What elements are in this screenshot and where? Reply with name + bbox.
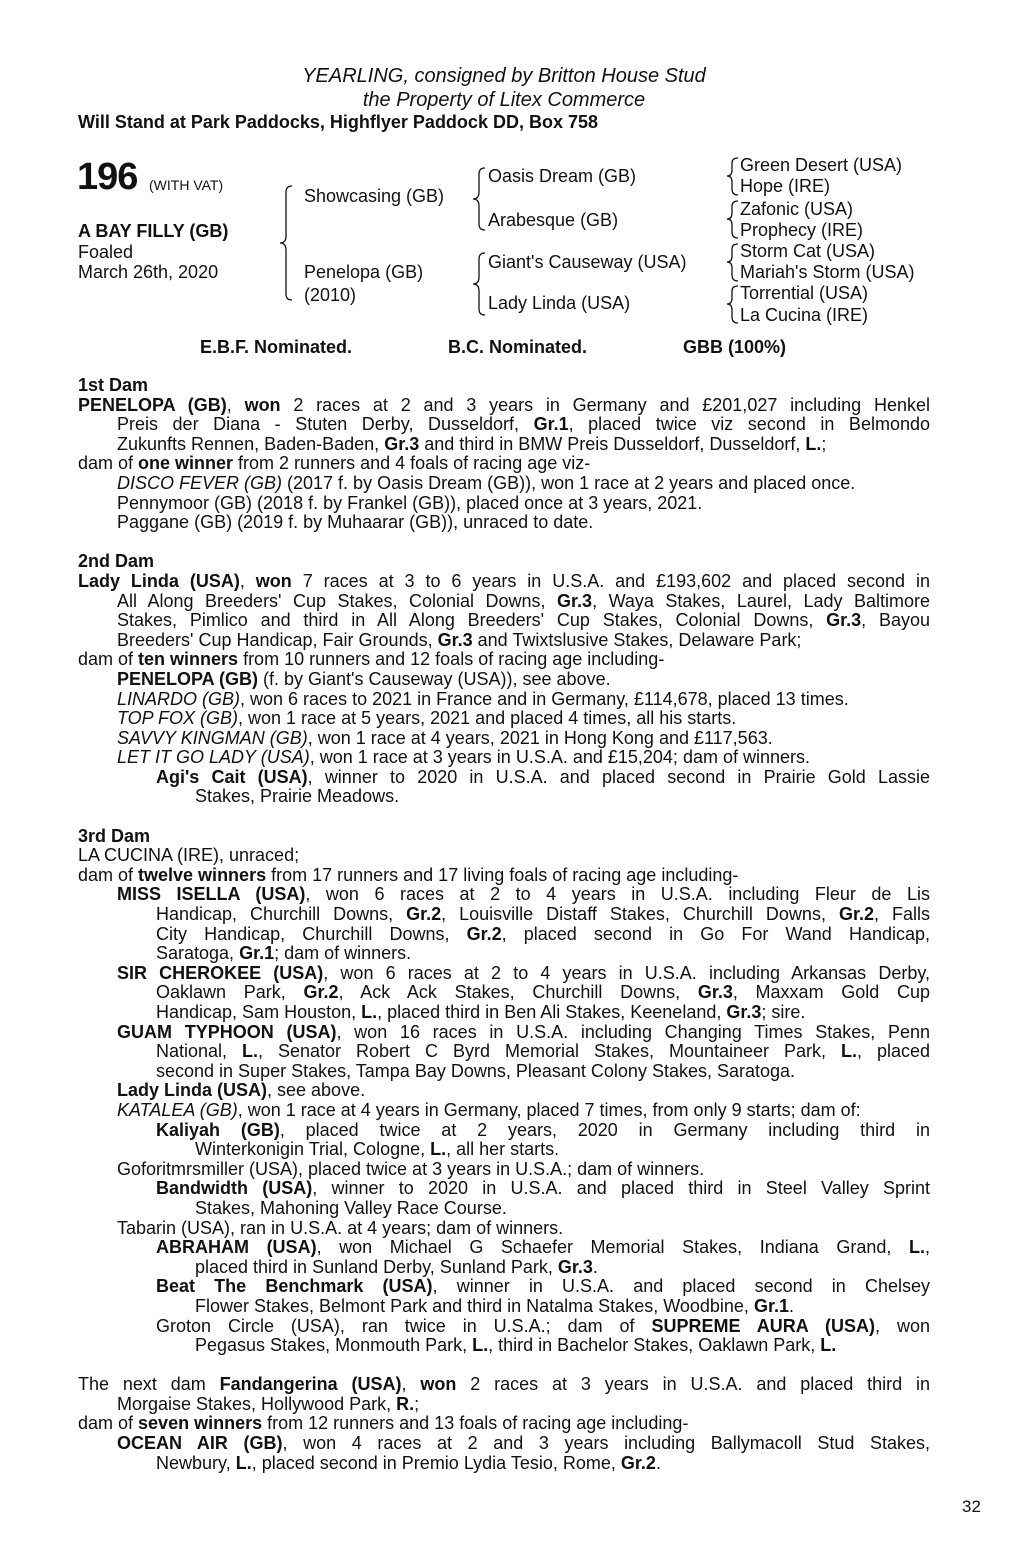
text: National, xyxy=(156,1041,243,1062)
record-line xyxy=(78,964,930,984)
gbb-status: GBB (100%) xyxy=(683,337,787,357)
italic-text: SAVVY KINGMAN (GB) xyxy=(117,727,308,748)
text: Morgaise Stakes, Hollywood Park, xyxy=(117,1393,397,1414)
great-grandparent: Hope (IRE) xyxy=(740,176,831,196)
record-line xyxy=(78,650,930,670)
bold-text: PENELOPA (GB) xyxy=(117,668,259,689)
record-line xyxy=(78,474,930,494)
dam-record xyxy=(78,376,930,1473)
record-line xyxy=(78,454,930,474)
text: from 2 runners and 4 foals of racing age viz- xyxy=(233,453,591,474)
text: Pegasus Stakes, Monmouth Park, xyxy=(195,1335,473,1356)
bold-text: Gr.2 xyxy=(303,982,339,1003)
bold-text: Gr.3 xyxy=(726,1002,762,1022)
property-line: the Property of Litex Commerce xyxy=(362,89,646,111)
text: Preis der Diana - Stuten Derby, Dusseldorf, xyxy=(117,414,534,435)
text: . xyxy=(655,1452,661,1473)
record-line xyxy=(78,1219,930,1239)
record-line xyxy=(78,709,930,729)
great-grandparent: Prophecy (IRE) xyxy=(740,220,864,240)
record-line xyxy=(78,611,930,631)
text: , winner in U.S.A. and placed second in Chelsey xyxy=(432,1276,930,1297)
bold-text: Agi's Cait (USA) xyxy=(156,766,308,787)
text: . xyxy=(592,1256,598,1277)
text: placed third in Sunland Derby, Sunland Park, xyxy=(195,1256,558,1277)
bold-text: Gr.3 xyxy=(697,982,733,1003)
text: dam of xyxy=(78,649,139,670)
bold-text: L. xyxy=(242,1041,259,1062)
bold-text: Gr.1 xyxy=(239,943,275,964)
text: , placed xyxy=(856,1041,930,1062)
foaled-label: Foaled xyxy=(78,242,134,262)
text: , placed third in Ben Ali Stakes, Keeneland, xyxy=(377,1002,727,1022)
text: , Louisville Distaff Stakes, Churchill Downs, xyxy=(441,904,839,925)
text: ; xyxy=(821,433,827,454)
spacer xyxy=(78,1356,930,1376)
text: , xyxy=(924,1237,930,1258)
text: , see above. xyxy=(267,1080,366,1101)
bold-text: L. xyxy=(820,1335,837,1356)
text: , xyxy=(226,394,245,415)
great-grandparent: Torrential (USA) xyxy=(740,283,869,303)
bold-text: Gr.3 xyxy=(557,1256,593,1277)
record-line xyxy=(78,1277,930,1297)
dam-dam: Lady Linda (USA) xyxy=(488,293,631,313)
section-heading: 1st Dam xyxy=(78,375,149,395)
text: , won xyxy=(875,1315,931,1336)
bold-text: Gr.2 xyxy=(838,904,874,925)
record-line xyxy=(78,1042,930,1062)
text: , placed second in Premio Lydia Tesio, Rome, xyxy=(251,1452,621,1473)
sire-sire: Oasis Dream (GB) xyxy=(488,166,637,186)
bold-text: Gr.2 xyxy=(406,904,442,925)
record-line xyxy=(78,1081,930,1101)
record-line xyxy=(78,983,930,1003)
bold-text: L. xyxy=(361,1002,378,1022)
text: Newbury, xyxy=(156,1452,236,1473)
text: from 10 runners and 12 foals of racing age including- xyxy=(238,649,665,670)
text: , Maxxam Gold Cup xyxy=(732,982,931,1003)
bc-nomination: B.C. Nominated. xyxy=(448,337,588,357)
text: , Bayou xyxy=(861,610,930,631)
dam-sire: Giant's Causeway (USA) xyxy=(488,252,687,272)
great-grandparent: Storm Cat (USA) xyxy=(740,241,876,261)
record-line xyxy=(78,513,930,533)
text: Zukunfts Rennen, Baden-Baden, xyxy=(117,433,385,454)
text: , won 1 race at 5 years, 2021 and placed 4 times, all his starts. xyxy=(238,708,737,729)
text: , Senator Robert C Byrd Memorial Stakes, Mountaineer Park, xyxy=(258,1041,841,1062)
page-number: 32 xyxy=(962,1497,981,1516)
record-line xyxy=(78,905,930,925)
bold-text: Gr.2 xyxy=(466,923,502,944)
dam-year: (2010) xyxy=(304,285,357,305)
great-grandparent: Mariah's Storm (USA) xyxy=(740,262,915,282)
section-heading: 2nd Dam xyxy=(78,551,155,572)
text: , won 6 races at 2 to 4 years in U.S.A. including Arkansas Derby, xyxy=(323,962,930,983)
text: , Falls xyxy=(873,904,930,925)
record-line xyxy=(78,748,930,768)
record-line xyxy=(78,1121,930,1141)
lot-title: A BAY FILLY (GB) xyxy=(78,221,229,241)
record-line xyxy=(78,1317,930,1337)
text: ; sire. xyxy=(761,1002,806,1022)
record-line xyxy=(78,572,930,592)
bold-text: twelve winners xyxy=(138,864,267,885)
record-line xyxy=(78,1336,930,1356)
text: from 17 runners and 17 living foals of racing age including- xyxy=(266,864,739,885)
bold-text: won xyxy=(244,394,281,415)
text: dam of xyxy=(78,1413,139,1434)
record-line xyxy=(78,1062,930,1082)
text: , xyxy=(401,1374,421,1395)
text: Stakes, Pimlico and third in All Along Breeders' Cup Stakes, Colonial Downs, xyxy=(117,610,827,631)
text: dam of xyxy=(78,453,139,474)
record-line xyxy=(78,592,930,612)
bold-text: L. xyxy=(235,1452,252,1473)
text: Stakes, Mahoning Valley Race Course. xyxy=(195,1197,507,1218)
text: 7 races at 3 to 6 years in U.S.A. and £193,602 and placed second in xyxy=(291,570,930,591)
bold-text: Gr.3 xyxy=(557,590,593,611)
text: , placed second in Go For Wand Handicap, xyxy=(501,923,930,944)
bold-text: Lady Linda (USA) xyxy=(78,570,240,591)
italic-text: DISCO FEVER (GB) xyxy=(117,472,283,493)
bold-text: L. xyxy=(805,433,822,454)
italic-text: KATALEA (GB) xyxy=(117,1099,238,1120)
text: , all her starts. xyxy=(446,1139,560,1160)
bold-text: Gr.3 xyxy=(826,610,862,631)
text: . xyxy=(788,1295,794,1316)
bold-text: ten winners xyxy=(138,649,239,670)
text: Oaklawn Park, xyxy=(156,982,304,1003)
bold-text: R. xyxy=(396,1393,415,1414)
text: Handicap, Sam Houston, xyxy=(156,1002,362,1022)
record-line xyxy=(78,925,930,945)
record-line xyxy=(78,1199,930,1219)
text: Handicap, Churchill Downs, xyxy=(156,904,407,925)
record-line xyxy=(78,690,930,710)
spacer xyxy=(78,533,930,553)
record-line xyxy=(78,1023,930,1043)
bold-text: OCEAN AIR (GB) xyxy=(117,1433,283,1454)
record-line xyxy=(78,768,930,788)
bold-text: SUPREME AURA (USA) xyxy=(651,1315,876,1336)
record-line xyxy=(78,787,930,807)
text: Goforitmrsmiller (USA), placed twice at 3 years in U.S.A.; dam of winners. xyxy=(117,1158,705,1179)
text: Stakes, Prairie Meadows. xyxy=(195,786,400,807)
text: , won 1 race at 4 years in Germany, placed 7 times, from only 9 starts; dam of: xyxy=(237,1099,861,1120)
text: ; xyxy=(414,1393,420,1414)
spacer xyxy=(78,807,930,827)
bold-text: Gr.3 xyxy=(437,629,473,650)
ebf-nomination: E.B.F. Nominated. xyxy=(200,337,353,357)
record-line xyxy=(78,1297,930,1317)
record-line xyxy=(78,885,930,905)
text: , winner to 2020 in U.S.A. and placed second in Prairie Gold Lassie xyxy=(307,766,930,787)
record-line xyxy=(78,1434,930,1454)
bold-text: L. xyxy=(908,1237,925,1258)
bold-text: Beat The Benchmark (USA) xyxy=(156,1276,433,1297)
text: ; dam of winners. xyxy=(274,943,412,964)
record-line xyxy=(78,1375,930,1395)
great-grandparent: Green Desert (USA) xyxy=(740,155,903,175)
text: City Handicap, Churchill Downs, xyxy=(156,923,467,944)
record-line xyxy=(78,415,930,435)
text: Paggane (GB) (2019 f. by Muhaarar (GB)), unraced to date. xyxy=(117,512,594,533)
record-line xyxy=(78,1414,930,1434)
text: Flower Stakes, Belmont Park and third in Natalma Stakes, Woodbine, xyxy=(195,1295,754,1316)
bold-text: ABRAHAM (USA) xyxy=(156,1237,317,1258)
text: , placed twice viz second in Belmondo xyxy=(568,414,930,435)
bold-text: Gr.1 xyxy=(753,1295,789,1316)
text: 2 races at 3 years in U.S.A. and placed third in xyxy=(456,1374,930,1395)
record-line xyxy=(78,1395,930,1415)
text: Pennymoor (GB) (2018 f. by Frankel (GB)), placed once at 3 years, 2021. xyxy=(117,492,703,513)
text: and third in BMW Preis Dusseldorf, Dusseldorf, xyxy=(419,433,806,454)
italic-text: TOP FOX (GB) xyxy=(117,708,239,729)
text: Saratoga, xyxy=(156,943,240,964)
text: 2 races at 2 and 3 years in Germany and £201,027 including Henkel xyxy=(280,394,930,415)
bold-text: L. xyxy=(840,1041,857,1062)
text: , won 6 races at 2 to 4 years in U.S.A. including Fleur de Lis xyxy=(305,884,930,905)
bold-text: PENELOPA (GB) xyxy=(78,394,227,415)
record-line xyxy=(78,1101,930,1121)
record-line xyxy=(78,631,930,651)
text: , won 16 races in U.S.A. including Changing Times Stakes, Penn xyxy=(336,1021,930,1042)
text: , won 1 race at 4 years, 2021 in Hong Kong and £117,563. xyxy=(307,727,773,748)
bold-text: one winner xyxy=(138,453,234,474)
text: , Ack Ack Stakes, Churchill Downs, xyxy=(338,982,698,1003)
text: (2017 f. by Oasis Dream (GB)), won 1 race at 2 years and placed once. xyxy=(282,472,856,493)
text: , winner to 2020 in U.S.A. and placed third in Steel Valley Sprint xyxy=(312,1178,930,1199)
great-grandparent: Zafonic (USA) xyxy=(740,199,854,219)
text: , won 6 races to 2021 in France and in Germany, £114,678, placed 13 times. xyxy=(240,688,849,709)
text: second in Super Stakes, Tampa Bay Downs, Pleasant Colony Stakes, Saratoga. xyxy=(156,1060,796,1081)
great-grandparent: La Cucina (IRE) xyxy=(740,305,869,325)
record-line xyxy=(78,396,930,416)
record-line xyxy=(78,866,930,886)
text: , won 1 race at 3 years in U.S.A. and £15,204; dam of winners. xyxy=(309,747,810,768)
record-line xyxy=(78,1258,930,1278)
record-line xyxy=(78,729,930,749)
bold-text: won xyxy=(255,570,292,591)
record-line xyxy=(78,1454,930,1474)
text: LA CUCINA (IRE), unraced; xyxy=(78,845,300,866)
bold-text: L. xyxy=(472,1335,489,1356)
bold-text: Bandwidth (USA) xyxy=(156,1178,313,1199)
lot-number: 196 xyxy=(77,156,138,198)
bold-text: GUAM TYPHOON (USA) xyxy=(117,1021,337,1042)
text: , Waya Stakes, Laurel, Lady Baltimore xyxy=(592,590,930,611)
record-line xyxy=(78,494,930,514)
text: All Along Breeders' Cup Stakes, Colonial Downs, xyxy=(117,590,558,611)
italic-text: LINARDO (GB) xyxy=(117,688,241,709)
text: (f. by Giant's Causeway (USA)), see above. xyxy=(258,668,611,689)
text: and Twixtslusive Stakes, Delaware Park; xyxy=(472,629,802,650)
text: , xyxy=(239,570,256,591)
bold-text: Kaliyah (GB) xyxy=(156,1119,280,1140)
text: Tabarin (USA), ran in U.S.A. at 4 years; dam of winners. xyxy=(117,1217,564,1238)
bold-text: Gr.3 xyxy=(384,433,420,454)
text: Winterkonigin Trial, Cologne, xyxy=(195,1139,431,1160)
text: , won 4 races at 2 and 3 years including Ballymacoll Stud Stakes, xyxy=(282,1433,931,1454)
record-line xyxy=(78,670,930,690)
record-line xyxy=(78,1003,930,1023)
stand-location: Will Stand at Park Paddocks, Highflyer Paddock DD, Box 758 xyxy=(78,112,598,132)
text: , third in Bachelor Stakes, Oaklawn Park, xyxy=(488,1335,821,1356)
italic-text: LET IT GO LADY (USA) xyxy=(117,747,310,768)
bold-text: won xyxy=(420,1374,457,1395)
dam: Penelopa (GB) xyxy=(304,262,424,282)
bold-text: Fandangerina (USA) xyxy=(219,1374,402,1395)
text: Groton Circle (USA), ran twice in U.S.A.; dam of xyxy=(156,1315,652,1336)
sire: Showcasing (GB) xyxy=(304,186,445,206)
record-line xyxy=(78,1238,930,1258)
foaled-date: March 26th, 2020 xyxy=(78,262,219,282)
section-heading: 3rd Dam xyxy=(78,825,151,846)
record-line xyxy=(78,944,930,964)
bold-text: MISS ISELLA (USA) xyxy=(117,884,306,905)
record-line xyxy=(78,1160,930,1180)
text: Breeders' Cup Handicap, Fair Grounds, xyxy=(117,629,438,650)
record-line xyxy=(78,435,930,455)
bold-text: SIR CHEROKEE (USA) xyxy=(117,962,324,983)
bold-text: Gr.2 xyxy=(620,1452,656,1473)
bold-text: L. xyxy=(430,1139,447,1160)
bold-text: Gr.1 xyxy=(533,414,569,435)
record-line xyxy=(78,1140,930,1160)
text: , placed twice at 2 years, 2020 in Germany including third in xyxy=(279,1119,930,1140)
bold-text: Lady Linda (USA) xyxy=(117,1080,268,1101)
vat-note: (WITH VAT) xyxy=(149,177,224,193)
sire-dam: Arabesque (GB) xyxy=(488,210,619,230)
text: dam of xyxy=(78,864,139,885)
record-line xyxy=(78,1179,930,1199)
text: , won Michael G Schaefer Memorial Stakes, Indiana Grand, xyxy=(316,1237,909,1258)
text: The next dam xyxy=(78,1374,220,1395)
record-line xyxy=(78,846,930,866)
consignment-line: YEARLING, consigned by Britton House Stud xyxy=(302,65,706,87)
text: from 12 runners and 13 foals of racing age including- xyxy=(262,1413,689,1434)
bold-text: seven winners xyxy=(138,1413,263,1434)
